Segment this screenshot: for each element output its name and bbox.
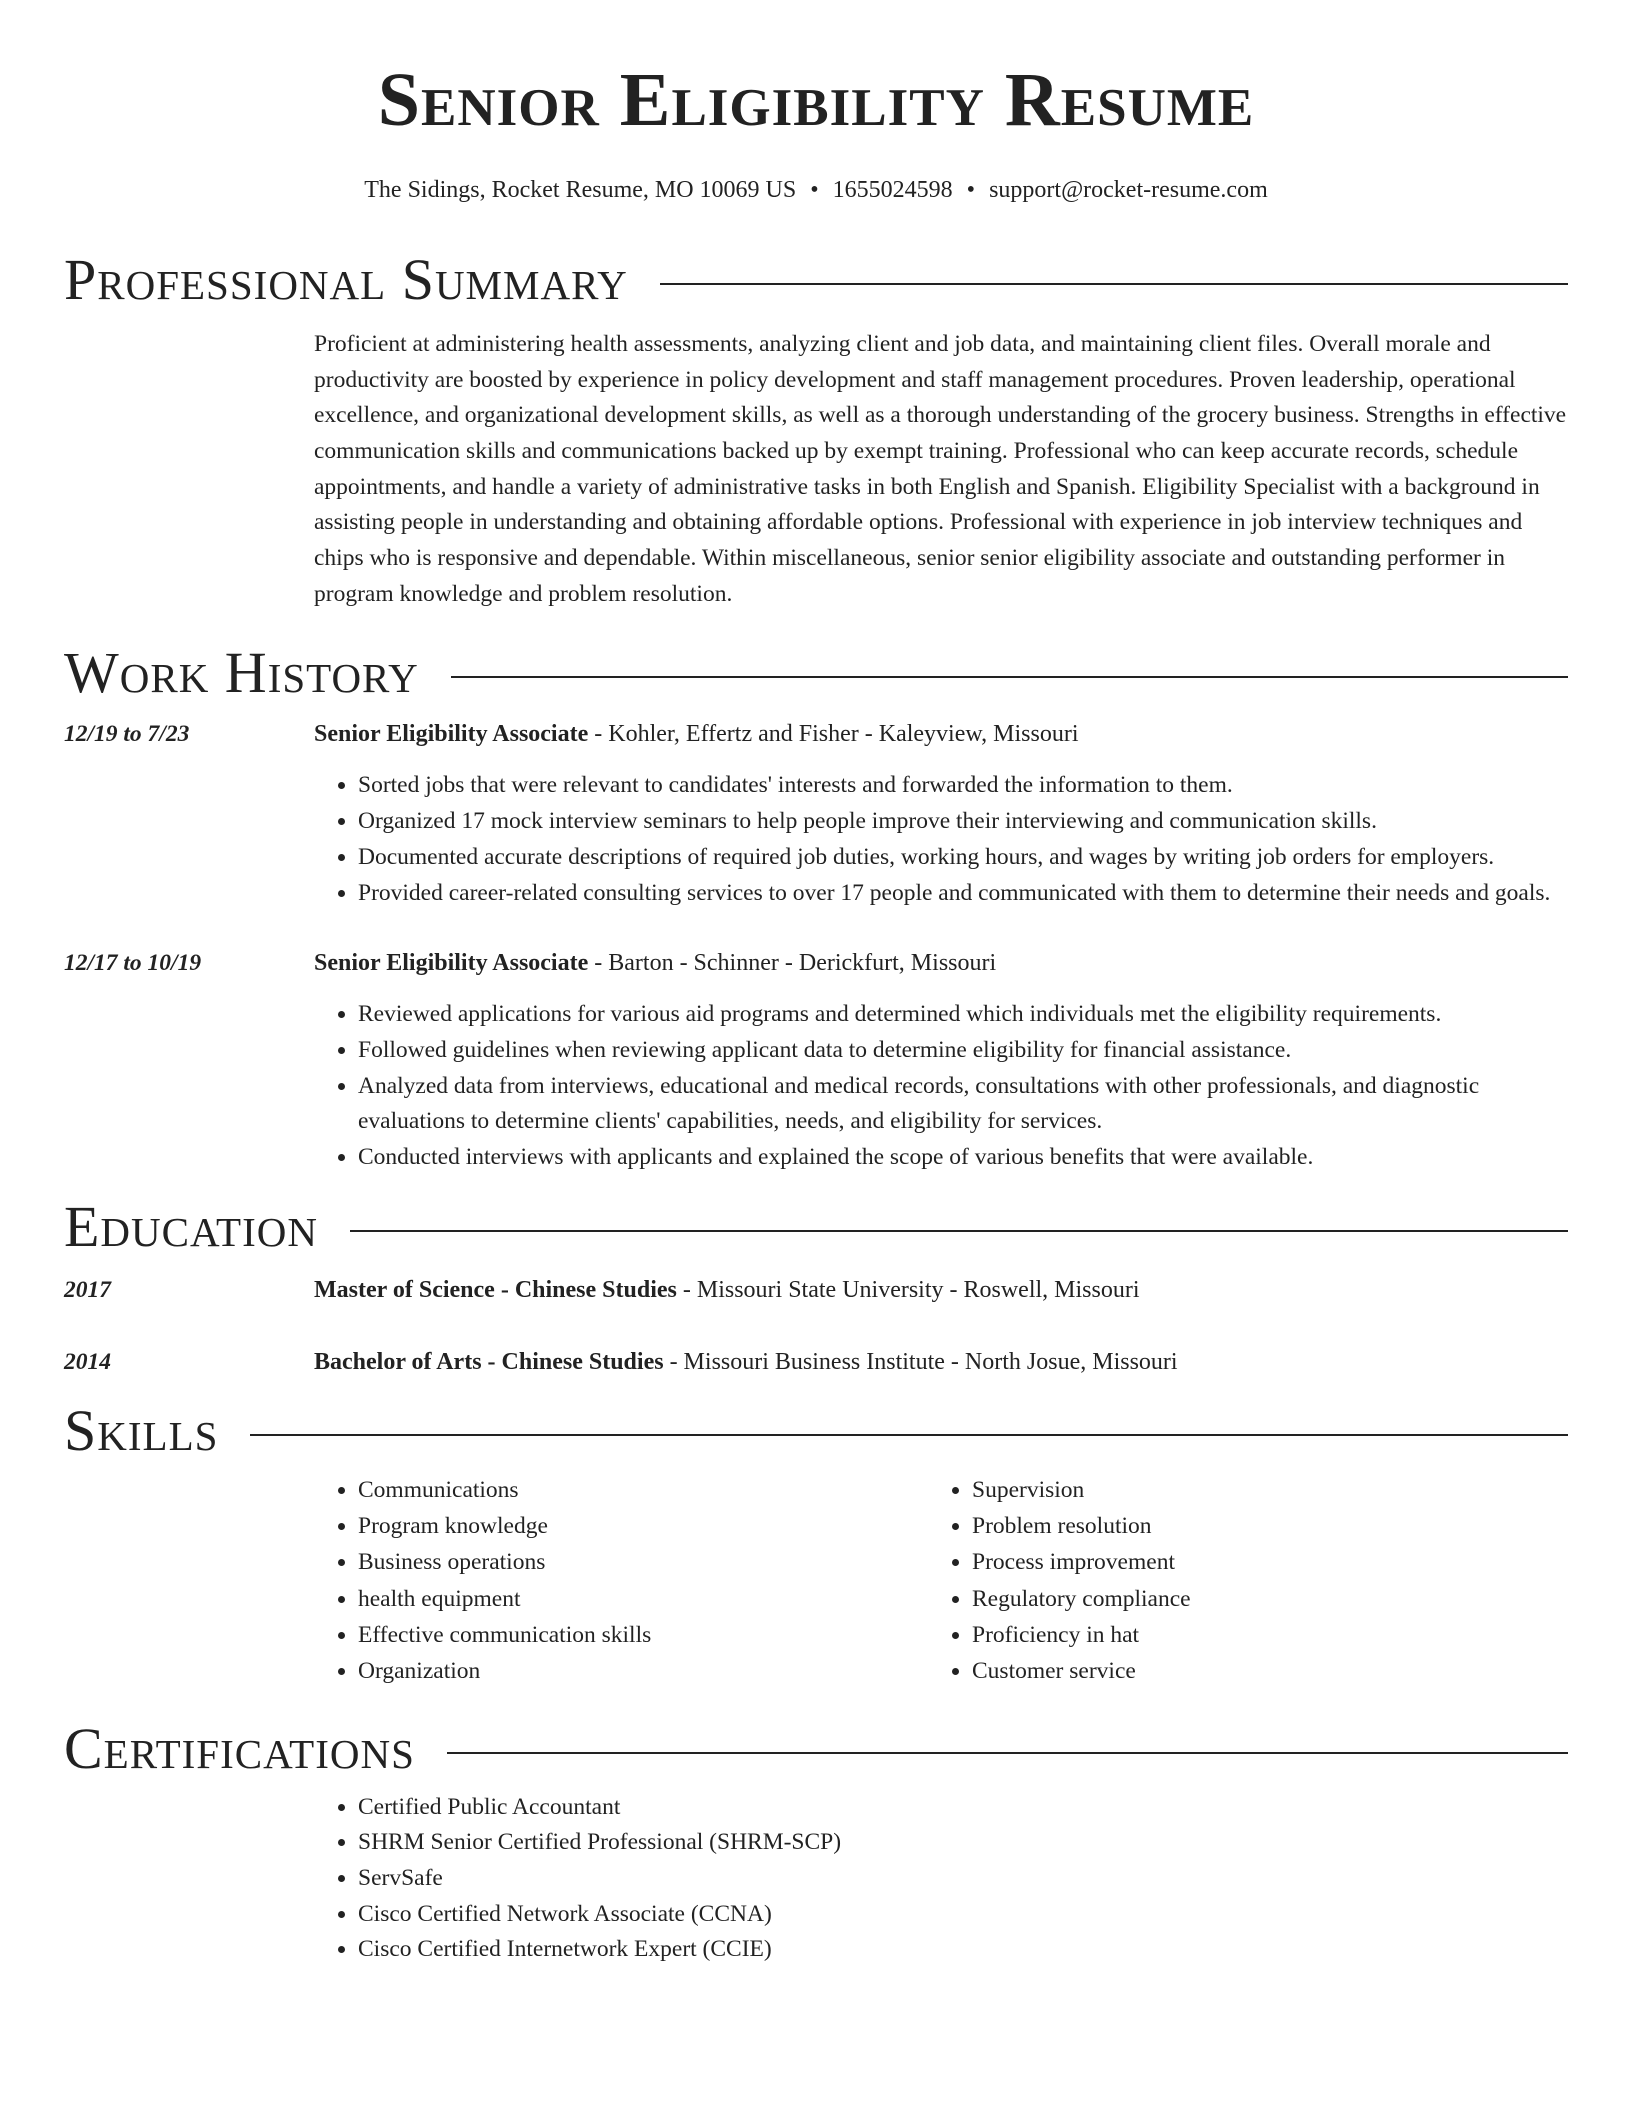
skill-item: • Organization — [358, 1653, 928, 1689]
summary-section — [64, 246, 1568, 613]
summary-heading: Professional Summary — [64, 246, 628, 312]
education-degree: Bachelor of Arts - Chinese Studies — [314, 1348, 664, 1375]
education-entry — [64, 1272, 1568, 1308]
job-header — [64, 716, 1568, 752]
education-line — [314, 1272, 1568, 1308]
skill-item: • Effective communication skills — [358, 1617, 928, 1653]
education-entry — [64, 1344, 1568, 1380]
certifications-section — [64, 1715, 1568, 1969]
summary-heading-row — [64, 246, 1568, 312]
certification-item: • SHRM Senior Certified Professional (SHRM-SCP) — [358, 1825, 1568, 1861]
job-bullet: • Analyzed data from interviews, educational and medical records, consultations with other professionals, and diagnostic evaluations to determine clients' capabilities, needs, and eligibility for services. — [358, 1069, 1568, 1140]
job-bullet: • Provided career-related consulting services to over 17 people and communicated with them to determine their needs and goals. — [358, 876, 1568, 912]
skills-section — [64, 1397, 1568, 1690]
job-title: Senior Eligibility Associate — [314, 721, 589, 748]
certification-item: • ServSafe — [358, 1861, 1568, 1897]
certification-item: • Cisco Certified Internetwork Expert (CCIE) — [358, 1932, 1568, 1968]
job-bullet: • Reviewed applications for various aid programs and determined which individuals met the eligibility requirements. — [358, 997, 1568, 1033]
section-divider — [350, 1230, 1568, 1232]
certifications-heading: Certifications — [64, 1715, 415, 1781]
job-title-line — [314, 716, 1568, 752]
job-title-line — [314, 945, 1568, 981]
resume-title: Senior Eligibility Resume — [377, 58, 1255, 142]
education-details: - Missouri Business Institute - North Josue, Missouri — [663, 1348, 1178, 1375]
job-entry — [64, 716, 1568, 911]
job-bullet: • Followed guidelines when reviewing applicant data to determine eligibility for financial assistance. — [358, 1033, 1568, 1069]
section-divider — [451, 676, 1568, 678]
job-bullet: • Sorted jobs that were relevant to candidates' interests and forwarded the information to them. — [358, 768, 1568, 804]
skills-heading: Skills — [64, 1397, 219, 1463]
section-divider — [660, 283, 1568, 285]
skill-item: • health equipment — [358, 1581, 928, 1617]
skills-column-right — [928, 1472, 1498, 1690]
skill-item: • Customer service — [972, 1653, 1498, 1689]
skill-item: • Process improvement — [972, 1544, 1498, 1580]
contact-line — [64, 176, 1568, 205]
education-year: 2014 — [64, 1348, 111, 1375]
education-heading-row — [64, 1193, 1568, 1259]
certification-item: • Certified Public Accountant — [358, 1790, 1568, 1826]
certifications-list — [314, 1790, 1568, 1969]
education-degree: Master of Science - Chinese Studies — [314, 1276, 677, 1303]
job-bullets — [314, 768, 1568, 911]
skill-item: • Communications — [358, 1472, 928, 1508]
skills-column-left — [314, 1472, 928, 1690]
job-entry — [64, 945, 1568, 1176]
skill-item: • Proficiency in hat — [972, 1617, 1498, 1653]
certifications-heading-row — [64, 1715, 1568, 1781]
contact-phone: 1655024598 — [832, 177, 953, 203]
skill-item: • Program knowledge — [358, 1508, 928, 1544]
contact-separator: • — [810, 177, 819, 203]
skill-item: • Regulatory compliance — [972, 1581, 1498, 1617]
skill-item: • Supervision — [972, 1472, 1498, 1508]
work-heading-row — [64, 640, 1568, 706]
job-bullet: • Conducted interviews with applicants and explained the scope of various benefits that were available. — [358, 1140, 1568, 1176]
job-details: - Barton - Schinner - Derickfurt, Missouri — [588, 950, 997, 977]
work-section — [64, 640, 1568, 1175]
skills-heading-row — [64, 1397, 1568, 1463]
job-dates: 12/19 to 7/23 — [64, 721, 190, 748]
job-header — [64, 945, 1568, 981]
job-details: - Kohler, Effertz and Fisher - Kaleyview, Missouri — [588, 721, 1079, 748]
education-heading: Education — [64, 1193, 318, 1259]
skill-item: • Problem resolution — [972, 1508, 1498, 1544]
summary-text: Proficient at administering health assessments, analyzing client and job data, and maintaining client files. Overall morale and productivity are boosted by experience in policy development and staff management procedures. Proven leadership, operational excellence, and organizational development skills, as well as a thorough understanding of the grocery business. Strengths in effective communication skills and communications backed up by exempt training. Professional who can keep accurate records, schedule appointments, and handle a variety of administrative tasks in both English and Spanish. Eligibility Specialist with a background in assisting people in understanding and obtaining affordable options. Professional with experience in job interview techniques and chips who is responsive and dependable. Within miscellaneous, senior senior eligibility associate and outstanding performer in program knowledge and problem resolution. — [314, 330, 1567, 607]
skills-grid — [314, 1472, 1568, 1690]
contact-address: The Sidings, Rocket Resume, MO 10069 US — [364, 177, 797, 203]
education-section — [64, 1193, 1568, 1380]
contact-separator: • — [966, 177, 976, 203]
section-divider — [447, 1752, 1568, 1754]
job-bullet: • Organized 17 mock interview seminars to help people improve their interviewing and communication skills. — [358, 804, 1568, 840]
job-dates: 12/17 to 10/19 — [64, 950, 202, 977]
contact-email: support@rocket-resume.com — [989, 177, 1268, 203]
job-bullets — [314, 997, 1568, 1176]
job-title: Senior Eligibility Associate — [314, 950, 589, 977]
work-heading: Work History — [64, 640, 419, 706]
section-divider — [250, 1434, 1568, 1436]
education-line — [314, 1344, 1568, 1380]
skill-item: • Business operations — [358, 1544, 928, 1580]
education-details: - Missouri State University - Roswell, Missouri — [676, 1276, 1140, 1303]
job-bullet: • Documented accurate descriptions of required job duties, working hours, and wages by writing job orders for employers. — [358, 840, 1568, 876]
education-year: 2017 — [64, 1276, 111, 1303]
certification-item: • Cisco Certified Network Associate (CCNA) — [358, 1897, 1568, 1933]
